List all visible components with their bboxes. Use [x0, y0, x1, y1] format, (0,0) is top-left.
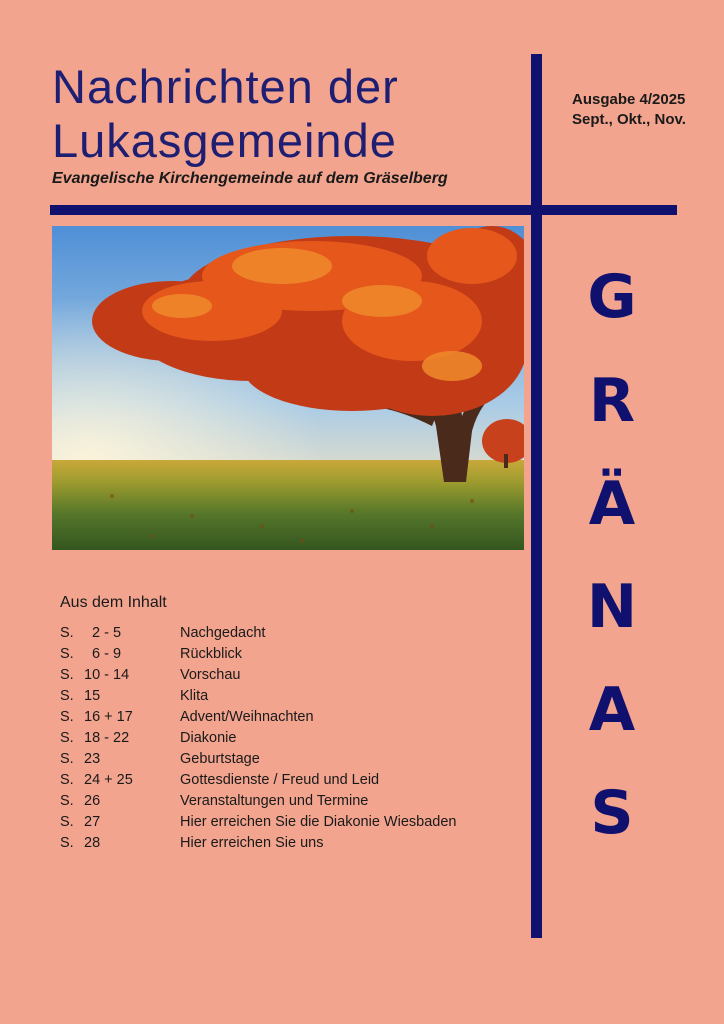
toc-prefix: S.: [60, 730, 74, 746]
issue-info: [572, 90, 686, 130]
toc-pages: 24 + 25: [84, 772, 133, 788]
toc-topic: Advent/Weihnachten: [180, 709, 314, 725]
toc-topic: Veranstaltungen und Termine: [180, 793, 369, 809]
toc-pages: 16 + 17: [84, 709, 133, 725]
toc-pages: 2 - 5: [84, 625, 122, 641]
table-of-contents: [60, 623, 510, 854]
newsletter-subtitle: Evangelische Kirchengemeinde auf dem Gräselberg: [52, 170, 448, 187]
cross-horizontal-bar: [50, 205, 677, 215]
toc-topic: Klita: [180, 688, 209, 704]
graenas-letter: N: [586, 572, 638, 642]
toc-pages: 28: [84, 835, 101, 851]
toc-entry: [60, 665, 510, 686]
toc-prefix: S.: [60, 835, 74, 851]
toc-entry: [60, 770, 510, 791]
toc-entry: [60, 623, 510, 644]
toc-pages: 26: [84, 793, 101, 809]
issue-number: Ausgabe 4/2025: [572, 91, 686, 108]
toc-heading: Aus dem Inhalt: [60, 594, 167, 611]
title-line-2: Lukasgemeinde: [52, 114, 397, 167]
toc-pages: 27: [84, 814, 101, 830]
newsletter-title: [52, 60, 399, 168]
graenas-letter: A: [588, 675, 636, 745]
toc-prefix: S.: [60, 751, 74, 767]
toc-topic: Hier erreichen Sie die Diakonie Wiesbaden: [180, 814, 457, 830]
toc-prefix: S.: [60, 646, 74, 662]
toc-prefix: S.: [60, 688, 74, 704]
graenas-letter: G: [587, 262, 637, 332]
toc-prefix: S.: [60, 814, 74, 830]
toc-pages: 6 - 9: [84, 646, 122, 662]
toc-pages: 15: [84, 688, 101, 704]
toc-entry: [60, 686, 510, 707]
graenas-letter: S: [590, 778, 634, 848]
toc-prefix: S.: [60, 709, 74, 725]
toc-prefix: S.: [60, 772, 74, 788]
toc-topic: Rückblick: [180, 646, 243, 662]
toc-topic: Diakonie: [180, 730, 237, 746]
toc-prefix: S.: [60, 667, 74, 683]
toc-pages: 18 - 22: [84, 730, 130, 746]
toc-topic: Nachgedacht: [180, 625, 266, 641]
autumn-tree-photo: [52, 226, 524, 550]
toc-pages: 23: [84, 751, 101, 767]
toc-entry: [60, 728, 510, 749]
toc-entry: [60, 833, 510, 854]
toc-topic: Hier erreichen Sie uns: [180, 835, 324, 851]
toc-topic: Vorschau: [180, 667, 241, 683]
toc-topic: Geburtstage: [180, 751, 260, 767]
toc-entry: [60, 707, 510, 728]
toc-entry: [60, 812, 510, 833]
toc-topic: Gottesdienste / Freud und Leid: [180, 772, 380, 788]
issue-months: Sept., Okt., Nov.: [572, 111, 686, 128]
toc-entry: [60, 791, 510, 812]
toc-entry: [60, 749, 510, 770]
graenas-letter: R: [588, 366, 636, 436]
toc-pages: 10 - 14: [84, 667, 130, 683]
toc-entry: [60, 644, 510, 665]
toc-prefix: S.: [60, 793, 74, 809]
cross-vertical-bar: [531, 54, 542, 938]
toc-prefix: S.: [60, 625, 74, 641]
graenas-letter: Ä: [588, 469, 636, 539]
title-line-1: Nachrichten der: [52, 60, 399, 113]
